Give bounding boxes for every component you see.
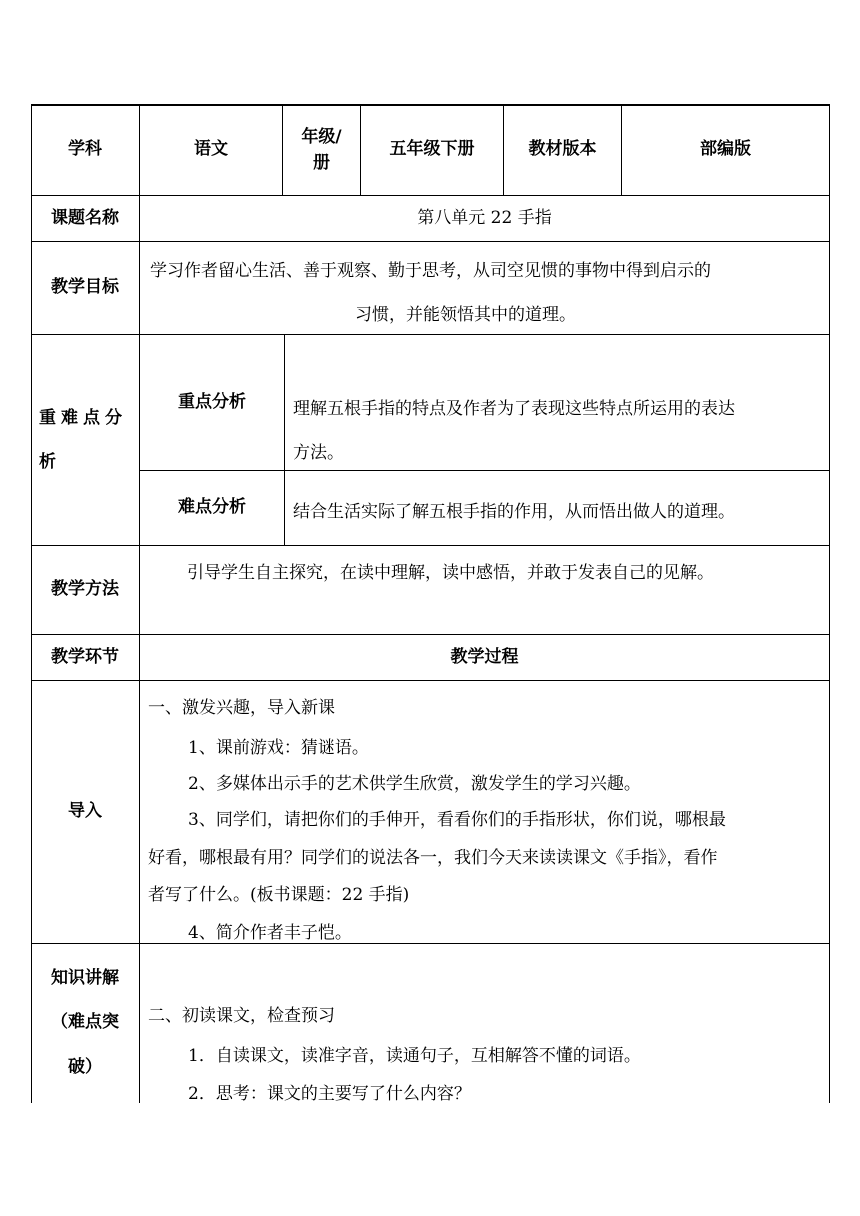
objective-line1: 学习作者留心生活、善于观察、勤于思考，从司空见惯的事物中得到启示的: [150, 261, 711, 281]
intro-item4: 4、简介作者丰子恺。: [188, 923, 352, 943]
knowledge-item1: 1．自读课文，读准字音，读通句子，互相解答不懂的词语。: [188, 1046, 641, 1066]
difficult-point-label: 难点分析: [178, 497, 246, 518]
table-border: [829, 104, 830, 1103]
table-border: [31, 943, 830, 944]
edition-label: 教材版本: [528, 139, 597, 160]
method-label: 教学方法: [51, 579, 119, 600]
lesson-title-value: 第八单元 22 手指: [417, 207, 552, 228]
key-point-line1: 理解五根手指的特点及作者为了表现这些特点所运用的表达: [293, 399, 735, 419]
process-label: 教学过程: [450, 646, 519, 667]
table-border: [31, 241, 830, 242]
knowledge-heading: 二、初读课文，检查预习: [148, 1006, 335, 1026]
method-text: 引导学生自主探究，在读中理解，读中感悟，并敢于发表自己的见解。: [187, 563, 714, 583]
difficult-point-text: 结合生活实际了解五根手指的作用，从而悟出做人的道理。: [293, 502, 735, 522]
subject-value: 语文: [194, 139, 228, 160]
knowledge-label-line2: （难点突: [51, 1012, 119, 1033]
analysis-label-line2: 析: [39, 452, 56, 472]
grade-label-line2: 册: [313, 153, 330, 173]
table-border: [284, 334, 285, 546]
intro-label: 导入: [68, 801, 102, 822]
grade-label: [283, 105, 360, 195]
intro-item3-line2: 好看，哪根最有用？同学们的说法各一，我们今天来读读课文《手指》，看作: [148, 848, 718, 868]
intro-item1: 1、课前游戏：猜谜语。: [188, 738, 369, 758]
lesson-title-label: 课题名称: [51, 207, 119, 228]
stage-label: 教学环节: [51, 646, 119, 667]
intro-item2: 2、多媒体出示手的艺术供学生欣赏，激发学生的学习兴趣。: [188, 774, 641, 794]
analysis-label-line1: 重难点分: [39, 407, 127, 428]
knowledge-label-line3: 破）: [68, 1056, 102, 1077]
grade-label-line1: 年级/: [301, 126, 342, 147]
grade-value: 五年级下册: [389, 139, 475, 160]
intro-heading: 一、激发兴趣，导入新课: [148, 698, 335, 718]
table-border: [31, 680, 830, 681]
edition-value: 部编版: [700, 139, 751, 160]
knowledge-label-line1: 知识讲解: [51, 968, 119, 989]
knowledge-label: [31, 955, 139, 1090]
subject-label: 学科: [68, 139, 102, 160]
analysis-label: [31, 335, 139, 545]
table-border: [139, 104, 140, 1103]
key-point-line2: 方法。: [293, 443, 344, 463]
objective-line2: 习惯，并能领悟其中的道理。: [355, 305, 576, 325]
objective-label: 教学目标: [51, 277, 119, 298]
table-border: [31, 545, 830, 546]
key-point-label: 重点分析: [178, 391, 246, 412]
intro-item3-line3: 者写了什么。(板书课题：22 手指): [148, 885, 410, 905]
intro-item3-line1: 3、同学们，请把你们的手伸开，看看你们的手指形状，你们说，哪根最: [188, 810, 726, 830]
knowledge-item2: 2．思考：课文的主要写了什么内容？: [188, 1084, 471, 1104]
